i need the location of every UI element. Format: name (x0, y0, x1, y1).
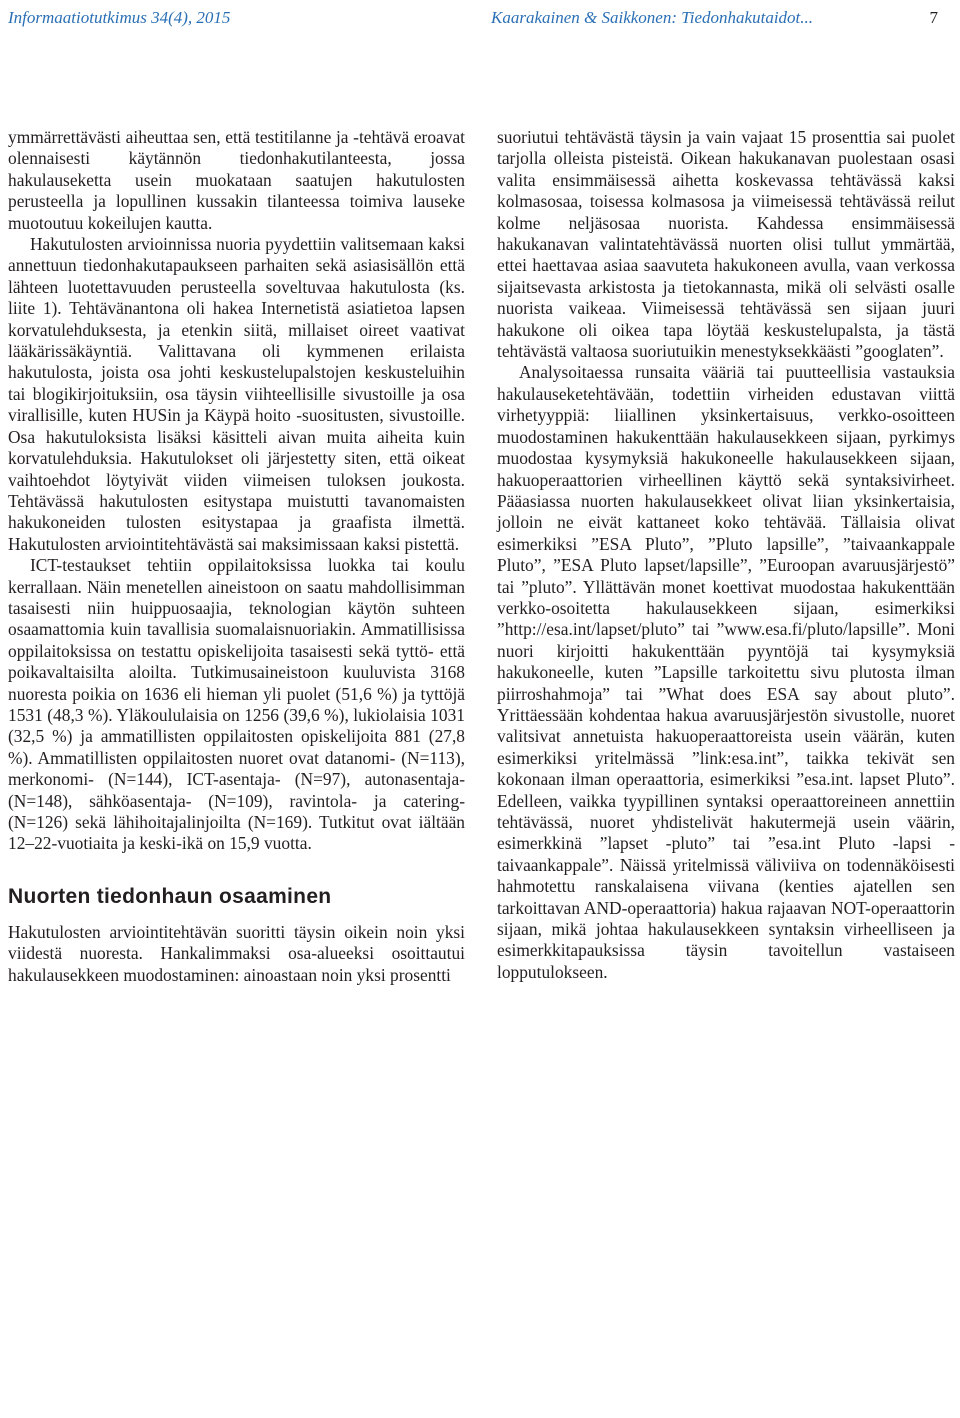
paragraph: ICT-testaukset tehtiin oppilaitoksissa luokka tai koulu kerrallaan. Näin menetellen aineistoon on saatu mahdollisimman tasaisesti niin huippuosaajia, teknologian käytön suhteen osaamattomia kuin tavallisia suomalaisnuoriakin. Ammatillisissa oppilaitoksissa on testattu opiskelijoita tasaisesti sekä tyttö- että poikavaltaisilta aloilta. Tutkimusaineistoon kuuluvista 3168 nuoresta poikia on 1636 eli hieman yli puolet (51,6 %) ja tyttöjä 1531 (48,3 %). Yläkoululaisia on 1256 (39,6 %), lukiolaisia 1031 (32,5 %) ja ammatillisten oppilaitosten opiskelijoita 881 (27,8 %). Ammatillisten oppilaitosten nuoret ovat datanomi- (N=113), merkonomi- (N=144), ICT-asentaja- (N=97), autonasentaja- (N=148), sähköasentaja- (N=109), ravintola- ja catering- (N=126) sekä lähihoitajalinjoilta (N=169). Tutkitut ovat iältään 12–22-vuotiaita ja keski-ikä on 15,9 vuotta. (8, 555, 465, 854)
running-title: Kaarakainen & Saikkonen: Tiedonhakutaidot... (491, 8, 814, 27)
left-column (8, 127, 465, 986)
section-heading: Nuorten tiedonhaun osaaminen (8, 884, 332, 908)
paragraph: Hakutulosten arvioinnissa nuoria pyydettiin valitsemaan kaksi annettuun tiedonhakutapaukseen parhaiten sekä asiasisällön että lähteen luotettavuuden perusteella soveltuvaa hakutulosta (ks. liite 1). Tehtävänantona oli hakea Internetistä asiatietoa lapsen korvatulehduksesta, ja etenkin siitä, millaiset oireet vaativat lääkärissäkäyntiä. Valittavana oli kymmenen erilaista hakutulosta, joista osa johti keskustelupalstojen keskusteluihin tai blogikirjoituksiin, osa täysin viihteellisille sivustoille ja osa virallisille, kuten HUSin ja Käypä hoito -suositusten, sivustoille. Osa hakutuloksista lisäksi käsitteli aivan muita aiheita kuin korvatulehduksia. Hakutulokset oli järjestetty siten, että oikeat vaihtoehdot löytyivät viiden viimeisen tuloksen joukosta. Tehtävässä hakutulosten esitystapa muistutti tavanomaisten hakukoneiden tulosten esitystapaa ja graafista ilmettä. Hakutulosten arviointitehtävästä sai maksimissaan kaksi pistettä. (8, 234, 465, 554)
paragraph: suoriutui tehtävästä täysin ja vain vajaat 15 prosenttia sai puolet tarjolla olleista pisteistä. Oikean hakukanavan puolestaan osasi valita ensimmäisessä aihetta koskevassa tehtävässä kaksi kolmasosaa, toisessa kolmasosa ja viimeisessä tehtävässä reilut kolme neljäsosaa nuorista. Kahdessa ensimmäisessä hakukanavan valintatehtävässä nuorten olisi tullut ymmärtää, ettei haettavaa asiaa saavuteta hakukoneen avulla, vaan verkossa sijaitsevasta arkistosta ja tietokannasta, mikä oli selvästi osalle nuorista vaikeaa. Viimeisessä tehtävässä sen sijaan juuri hakukone oli oikea tapa löytää keskustelupalsta, ja tästä tehtävästä valtaosa suoriutuikin menestyksekkäästi ”googlaten”. (497, 127, 955, 362)
journal-citation: Informaatiotutkimus 34(4), 2015 (8, 8, 231, 27)
paragraph: ymmärrettävästi aiheuttaa sen, että testitilanne ja -tehtävä eroavat olennaisesti käytännön tiedonhakutilanteesta, jossa hakulauseketta usein muokataan saatujen hakutulosten perusteella ja lopullinen kussakin tilanteessa toimiva lauseke muotoutuu kokeilujen kautta. (8, 127, 465, 233)
paragraph: Hakutulosten arviointitehtävän suoritti täysin oikein noin yksi viidestä nuoresta. Hankalimmaksi osa-alueeksi osoittautui hakulausekkeen muodostaminen: ainoastaan noin yksi prosentti (8, 921, 465, 985)
right-column (497, 127, 955, 983)
page-number: 7 (929, 8, 938, 27)
page-header (8, 8, 938, 30)
paragraph: Analysoitaessa runsaita vääriä tai puutteellisia vastauksia hakulauseketehtävään, todettiin virheiden edustavan viittä virhetyyppiä: liiallinen yksinkertaisuus, verkko-osoitteen muodostaminen hakukenttään hakulausekkeen sijaan, pyrkimys muodostaa kysymyksiä hakukoneelle hakulausekkeen sijaan, hakuoperaattorien virheellinen käyttö sekä syntaksivirheet. Pääasiassa nuorten hakulausekkeet olivat liian yksinkertaisia, jolloin ne eivät kattaneet koko tehtävää. Tällaisia olivat esimerkiksi ”ESA Pluto”, ”Pluto lapsille”, ”taivaankappale Pluto”, ”ESA Pluto lapset/lapsille”, ”Euroopan avaruusjärjestö” tai ”pluto”. Yllättävän monet koettivat muodostaa hakukenttään verkko-osoitetta hakulausekkeen sijaan, esimerkiksi ”http://esa.int/lapset/pluto” tai ”www.esa.fi/pluto/lapsille”. Moni nuori kirjoitti hakukenttään pyyntöjä tai kysymyksiä hakukoneelle, kuten ”Lapsille tarkoitettu sivu plutosta ilman piirroshahmoja” tai ”What does ESA say about pluto”. Yrittäessään kohdentaa hakua avaruusjärjestön sivustolle, nuoret valitsivat annetuista hakuoperaattoreista usein väärän, kuten esimerkiksi yritelmässä ”link:esa.int”, taikka tekivät sen kokonaan ilman operaattoria, esimerkiksi ”esa.int. lapset Pluto”. Edelleen, vaikka tyypillinen syntaksi operaattoreineen annettiin tehtävässä, nuoret yhdistelivät hakutermejä usein väärin, esimerkkinä ”lapset -pluto” tai ”esa.int Pluto -lapsi -taivaankappale”. Näissä yritelmissä väliviiva on todennäköisesti hahmotettu ranskalaisena viivana (kenties ajatellen sen tarkoittavan AND-operaattoria) hakua rajaavan NOT-operaattorin sijaan, mikä johtaa hakulausekkeen syntaksin virheelliseen ja esimerkkitapauksissa täysin tavoitellun vastaiseen lopputulokseen. (497, 362, 955, 982)
